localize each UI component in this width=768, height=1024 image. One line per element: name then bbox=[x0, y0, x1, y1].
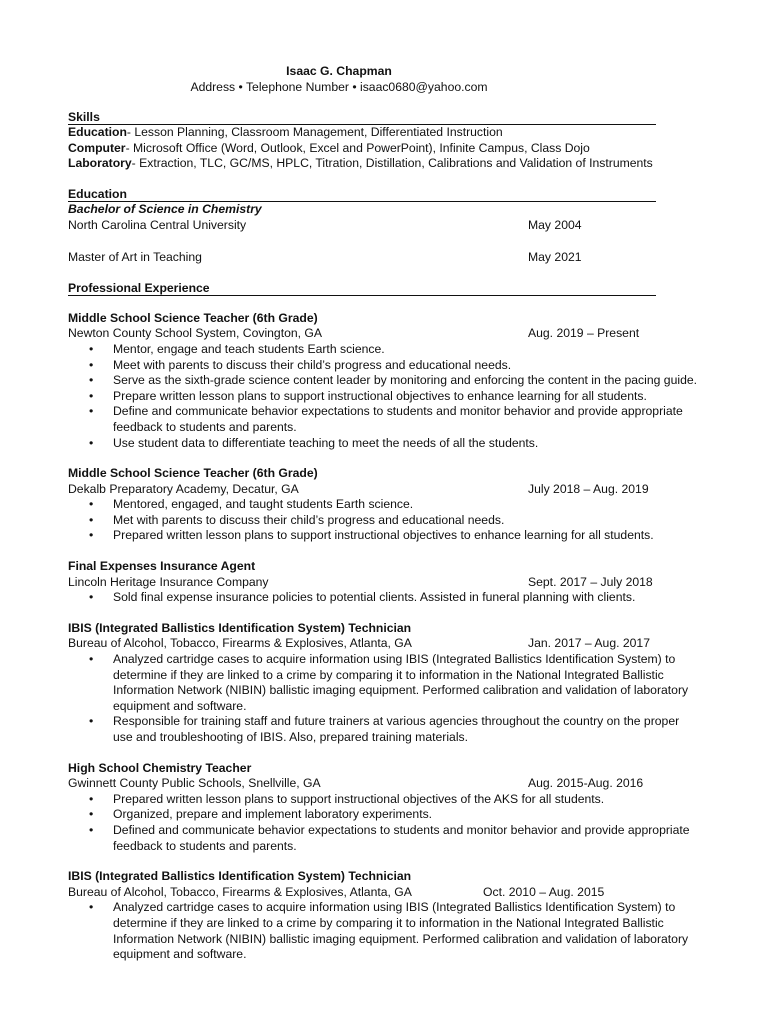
job-bullets bbox=[68, 342, 700, 451]
job-bullets bbox=[68, 497, 700, 544]
bullet-item: • Use student data to differentiate teaching to meet the needs of all the students. bbox=[113, 436, 701, 452]
degree-bachelor: Bachelor of Science in Chemistry bbox=[68, 201, 262, 216]
job-org-row bbox=[68, 326, 668, 342]
job-entry bbox=[68, 621, 700, 746]
job-org-row bbox=[68, 636, 668, 652]
bullet-item: • Responsible for training staff and future trainers at various agencies throughout the country on the proper use and troubleshooting of IBIS. Also, prepared training materials. bbox=[113, 714, 701, 745]
job-organization: Bureau of Alcohol, Tobacco, Firearms & Explosives, Atlanta, GA bbox=[68, 636, 412, 651]
job-title: Middle School Science Teacher (6th Grade) bbox=[68, 466, 318, 481]
job-organization: Gwinnett County Public Schools, Snellville, GA bbox=[68, 776, 321, 791]
job-date: Aug. 2015-Aug. 2016 bbox=[528, 776, 644, 791]
resume-header bbox=[23, 64, 655, 95]
skill-label: Laboratory bbox=[68, 156, 132, 171]
job-organization: Lincoln Heritage Insurance Company bbox=[68, 574, 269, 589]
skill-label: Computer bbox=[68, 140, 126, 155]
bullet-item: • Meet with parents to discuss their child’s progress and educational needs. bbox=[113, 358, 701, 374]
skill-line bbox=[68, 141, 700, 157]
school-name: North Carolina Central University bbox=[68, 217, 247, 232]
bullet-item: • Sold final expense insurance policies to potential clients. Assisted in funeral planning with clients. bbox=[113, 590, 701, 606]
job-organization: Dekalb Preparatory Academy, Decatur, GA bbox=[68, 481, 299, 496]
education-row bbox=[68, 218, 668, 234]
job-org-row bbox=[68, 885, 668, 901]
bullet-item: • Defined and communicate behavior expectations to students and monitor behavior and provide appropriate feedback to students and parents. bbox=[113, 823, 701, 854]
skill-text: - Extraction, TLC, GC/MS, HPLC, Titration, Distillation, Calibrations and Validation of Instruments bbox=[131, 156, 653, 171]
job-org-row bbox=[68, 575, 668, 591]
skill-text: - Microsoft Office (Word, Outlook, Excel and PowerPoint), Infinite Campus, Class Dojo bbox=[125, 140, 590, 155]
job-date: Oct. 2010 – Aug. 2015 bbox=[483, 884, 605, 899]
skill-line bbox=[68, 125, 700, 141]
resume-page bbox=[68, 64, 700, 963]
job-organization: Bureau of Alcohol, Tobacco, Firearms & Explosives, Atlanta, GA bbox=[68, 884, 412, 899]
education-row bbox=[68, 250, 668, 266]
job-bullets bbox=[68, 792, 700, 854]
job-date: Aug. 2019 – Present bbox=[528, 326, 640, 341]
bullet-item: • Analyzed cartridge cases to acquire information using IBIS (Integrated Ballistics Identification System) to determine if they are linked to a crime by comparing it to information in the National Integrated Ballistic Information Network (NIBIN) ballistic imaging equipment. Performed calibration and validation of laboratory equipment and software. bbox=[113, 652, 701, 714]
job-title: IBIS (Integrated Ballistics Identification System) Technician bbox=[68, 869, 412, 884]
job-bullets bbox=[68, 590, 700, 606]
job-title: Middle School Science Teacher (6th Grade) bbox=[68, 310, 318, 325]
job-org-row bbox=[68, 482, 668, 498]
job-date: Jan. 2017 – Aug. 2017 bbox=[528, 636, 650, 651]
job-org-row bbox=[68, 776, 668, 792]
job-bullets bbox=[68, 652, 700, 746]
skill-label: Education bbox=[68, 125, 127, 140]
job-entry bbox=[68, 869, 700, 963]
job-title: IBIS (Integrated Ballistics Identification System) Technician bbox=[68, 620, 412, 635]
job-entry bbox=[68, 761, 700, 855]
bullet-item: • Prepared written lesson plans to support instructional objectives to enhance learning for all students. bbox=[113, 528, 701, 544]
job-organization: Newton County School System, Covington, GA bbox=[68, 326, 323, 341]
job-entry bbox=[68, 466, 700, 544]
experience-heading: Professional Experience bbox=[68, 281, 656, 296]
bullet-item: • Analyzed cartridge cases to acquire information using IBIS (Integrated Ballistics Identification System) to determine if they are linked to a crime by comparing it to information in the National Integrated Ballistic Information Network (NIBIN) ballistic imaging equipment. Performed calibration and validation of laboratory equipment and software. bbox=[113, 900, 701, 962]
job-title: High School Chemistry Teacher bbox=[68, 760, 252, 775]
contact-line: Address • Telephone Number • isaac0680@yahoo.com bbox=[190, 79, 488, 94]
bullet-item: • Mentor, engage and teach students Earth science. bbox=[113, 342, 701, 358]
skill-text: - Lesson Planning, Classroom Management, Differentiated Instruction bbox=[126, 125, 503, 140]
job-date: Sept. 2017 – July 2018 bbox=[528, 574, 653, 589]
applicant-name: Isaac G. Chapman bbox=[286, 64, 392, 78]
job-entry bbox=[68, 559, 700, 606]
education-heading: Education bbox=[68, 187, 656, 202]
skills-list bbox=[68, 125, 700, 172]
job-entry bbox=[68, 311, 700, 451]
skill-line bbox=[68, 156, 700, 172]
bullet-item: • Prepared written lesson plans to support instructional objectives of the AKS for all students. bbox=[113, 792, 701, 808]
bullet-item: • Met with parents to discuss their child’s progress and educational needs. bbox=[113, 513, 701, 529]
bullet-item: • Serve as the sixth-grade science content leader by monitoring and enforcing the content in the pacing guide. bbox=[113, 373, 701, 389]
degree-master: Master of Art in Teaching bbox=[68, 250, 202, 265]
job-bullets bbox=[68, 900, 700, 962]
bullet-item: • Prepare written lesson plans to support instructional objectives to enhance learning for all students. bbox=[113, 389, 701, 405]
job-date: July 2018 – Aug. 2019 bbox=[528, 481, 649, 496]
bullet-item: • Define and communicate behavior expectations to students and monitor behavior and provide appropriate feedback to students and parents. bbox=[113, 404, 701, 435]
job-title: Final Expenses Insurance Agent bbox=[68, 559, 256, 574]
skills-heading: Skills bbox=[68, 110, 656, 125]
bullet-item: • Organized, prepare and implement laboratory experiments. bbox=[113, 807, 701, 823]
education-date: May 2004 bbox=[528, 217, 582, 232]
bullet-item: • Mentored, engaged, and taught students Earth science. bbox=[113, 497, 701, 513]
education-date: May 2021 bbox=[528, 250, 582, 265]
